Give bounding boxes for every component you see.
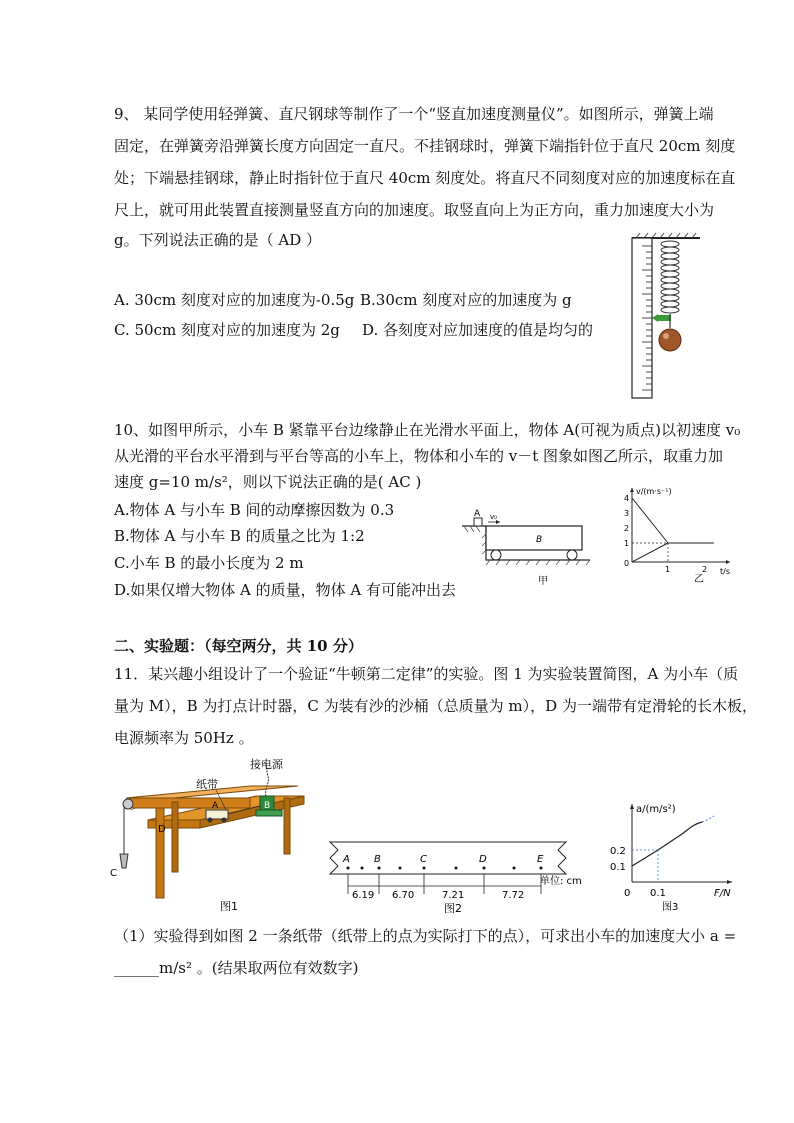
tape-distance-ab: 6.19 (352, 890, 375, 901)
bucket-c-label: C (110, 868, 117, 879)
tape-point-e: E (537, 854, 544, 865)
q10-option-d: D.如果仅增大物体 A 的质量，物体 A 有可能冲出去 (114, 581, 456, 599)
tape-point-a: A (343, 854, 350, 865)
vt-ylabel: v/(m·s⁻¹) (636, 487, 672, 496)
cart-platform-figure (460, 508, 600, 588)
q9-option-d: D. 各刻度对应加速度的值是均匀的 (362, 321, 594, 339)
paper-tape-figure (326, 838, 582, 915)
cart-b-label: B (536, 535, 543, 545)
vt-ytick-2: 2 (624, 524, 630, 533)
af-xtick-01: 0.1 (650, 888, 666, 899)
board-d-label: D (158, 824, 166, 835)
q9-line-5: g。下列说法正确的是（ AD ） (114, 231, 321, 249)
q9-line-2: 固定，在弹簧旁沿弹簧长度方向固定一直尺。不挂钢球时，弹簧下端指针位于直尺 20cm 刻度 (114, 137, 736, 155)
af-ylabel: a/(m/s²) (636, 804, 676, 815)
spring-ruler-figure (620, 236, 700, 402)
q11-sub1-line-2: ______m/s² 。(结果取两位有效数字) (114, 959, 359, 977)
vt-xtick-2: 2 (702, 565, 708, 574)
v0-label: v₀ (490, 513, 497, 521)
q9-option-b: B.30cm 刻度对应的加速度为 g (360, 291, 572, 309)
vt-xtick-1: 1 (665, 565, 671, 574)
tape-distance-cd: 7.21 (442, 890, 465, 901)
q10-line-2: 从光滑的平台水平滑到与平台等高的小车上，物体和小车的 v－t 图象如图乙所示，取重力加 (114, 447, 724, 465)
q9-line-3: 处；下端悬挂钢球，静止时指针位于直尺 40cm 刻度处。将直尺不同刻度对应的加速度标在直 (114, 169, 736, 187)
af-origin: 0 (624, 888, 631, 899)
block-a-label: A (474, 509, 481, 519)
fig-yi-caption: 乙 (694, 574, 704, 585)
section2-title: 二、实验题：（每空两分，共 10 分） (114, 637, 363, 655)
q10-line-3: 速度 g=10 m/s²，则以下说法正确的是( AC ) (114, 473, 422, 491)
power-label: 接电源 (250, 758, 283, 771)
vt-ytick-3: 3 (624, 509, 630, 518)
q11-line-2: 量为 M），B 为打点计时器，C 为装有沙的沙桶（总质量为 m），D 为一端带有定滑轮的长木板， (114, 697, 757, 715)
af-ytick-02: 0.2 (610, 846, 626, 857)
af-xlabel: F/N (714, 888, 731, 899)
vt-ytick-4: 4 (624, 494, 630, 503)
fig2-caption: 图2 (444, 902, 462, 915)
tape-point-c: C (420, 854, 427, 865)
tape-point-d: D (479, 854, 487, 865)
apparatus-figure (108, 758, 308, 918)
q9-option-c: C. 50cm 刻度对应的加速度为 2g (114, 321, 340, 339)
q10-option-b: B.物体 A 与小车 B 的质量之比为 1:2 (114, 527, 365, 545)
q11-sub1-line-1: （1）实验得到如图 2 一条纸带（纸带上的点为实际打下的点），可求出小车的加速度大小 a = (114, 927, 737, 945)
tape-distance-de: 7.72 (502, 890, 525, 901)
q11-line-1: 11．某兴趣小组设计了一个验证“牛顿第二定律”的实验。图 1 为实验装置简图，A 为小车（质 (114, 665, 739, 683)
fig1-caption: 图1 (220, 900, 238, 913)
fig-jia-caption: 甲 (538, 576, 548, 587)
vt-ytick-1: 1 (624, 539, 630, 548)
q9-line-1: 9、 某同学使用轻弹簧、直尺钢球等制作了一个“竖直加速度测量仪”。如图所示，弹簧上端 (114, 105, 714, 123)
q10-option-a: A.物体 A 与小车 B 间的动摩擦因数为 0.3 (114, 501, 395, 519)
q9-line-4: 尺上，就可用此装置直接测量竖直方向的加速度。取竖直向上为正方向，重力加速度大小为 (114, 201, 715, 219)
tape-unit: 单位: cm (540, 876, 582, 887)
af-graph (606, 800, 736, 914)
cart-a-label: A (212, 801, 219, 811)
vt-xlabel: t/s (720, 567, 730, 576)
vt-graph (618, 484, 734, 584)
q11-line-3: 电源频率为 50Hz 。 (114, 729, 254, 747)
tape-distance-bc: 6.70 (392, 890, 415, 901)
tape-label: 纸带 (196, 778, 218, 791)
q9-option-a: A. 30cm 刻度对应的加速度为-0.5g (114, 291, 355, 309)
timer-b-label: B (264, 801, 271, 811)
af-ytick-01: 0.1 (610, 862, 626, 873)
fig3-caption: 图3 (662, 902, 679, 913)
q10-line-1: 10、如图甲所示，小车 B 紧靠平台边缘静止在光滑水平面上，物体 A(可视为质点)以初速度 v₀ (114, 421, 741, 439)
vt-origin: 0 (624, 559, 630, 568)
tape-point-b: B (374, 854, 381, 865)
q10-option-c: C.小车 B 的最小长度为 2 m (114, 554, 304, 572)
